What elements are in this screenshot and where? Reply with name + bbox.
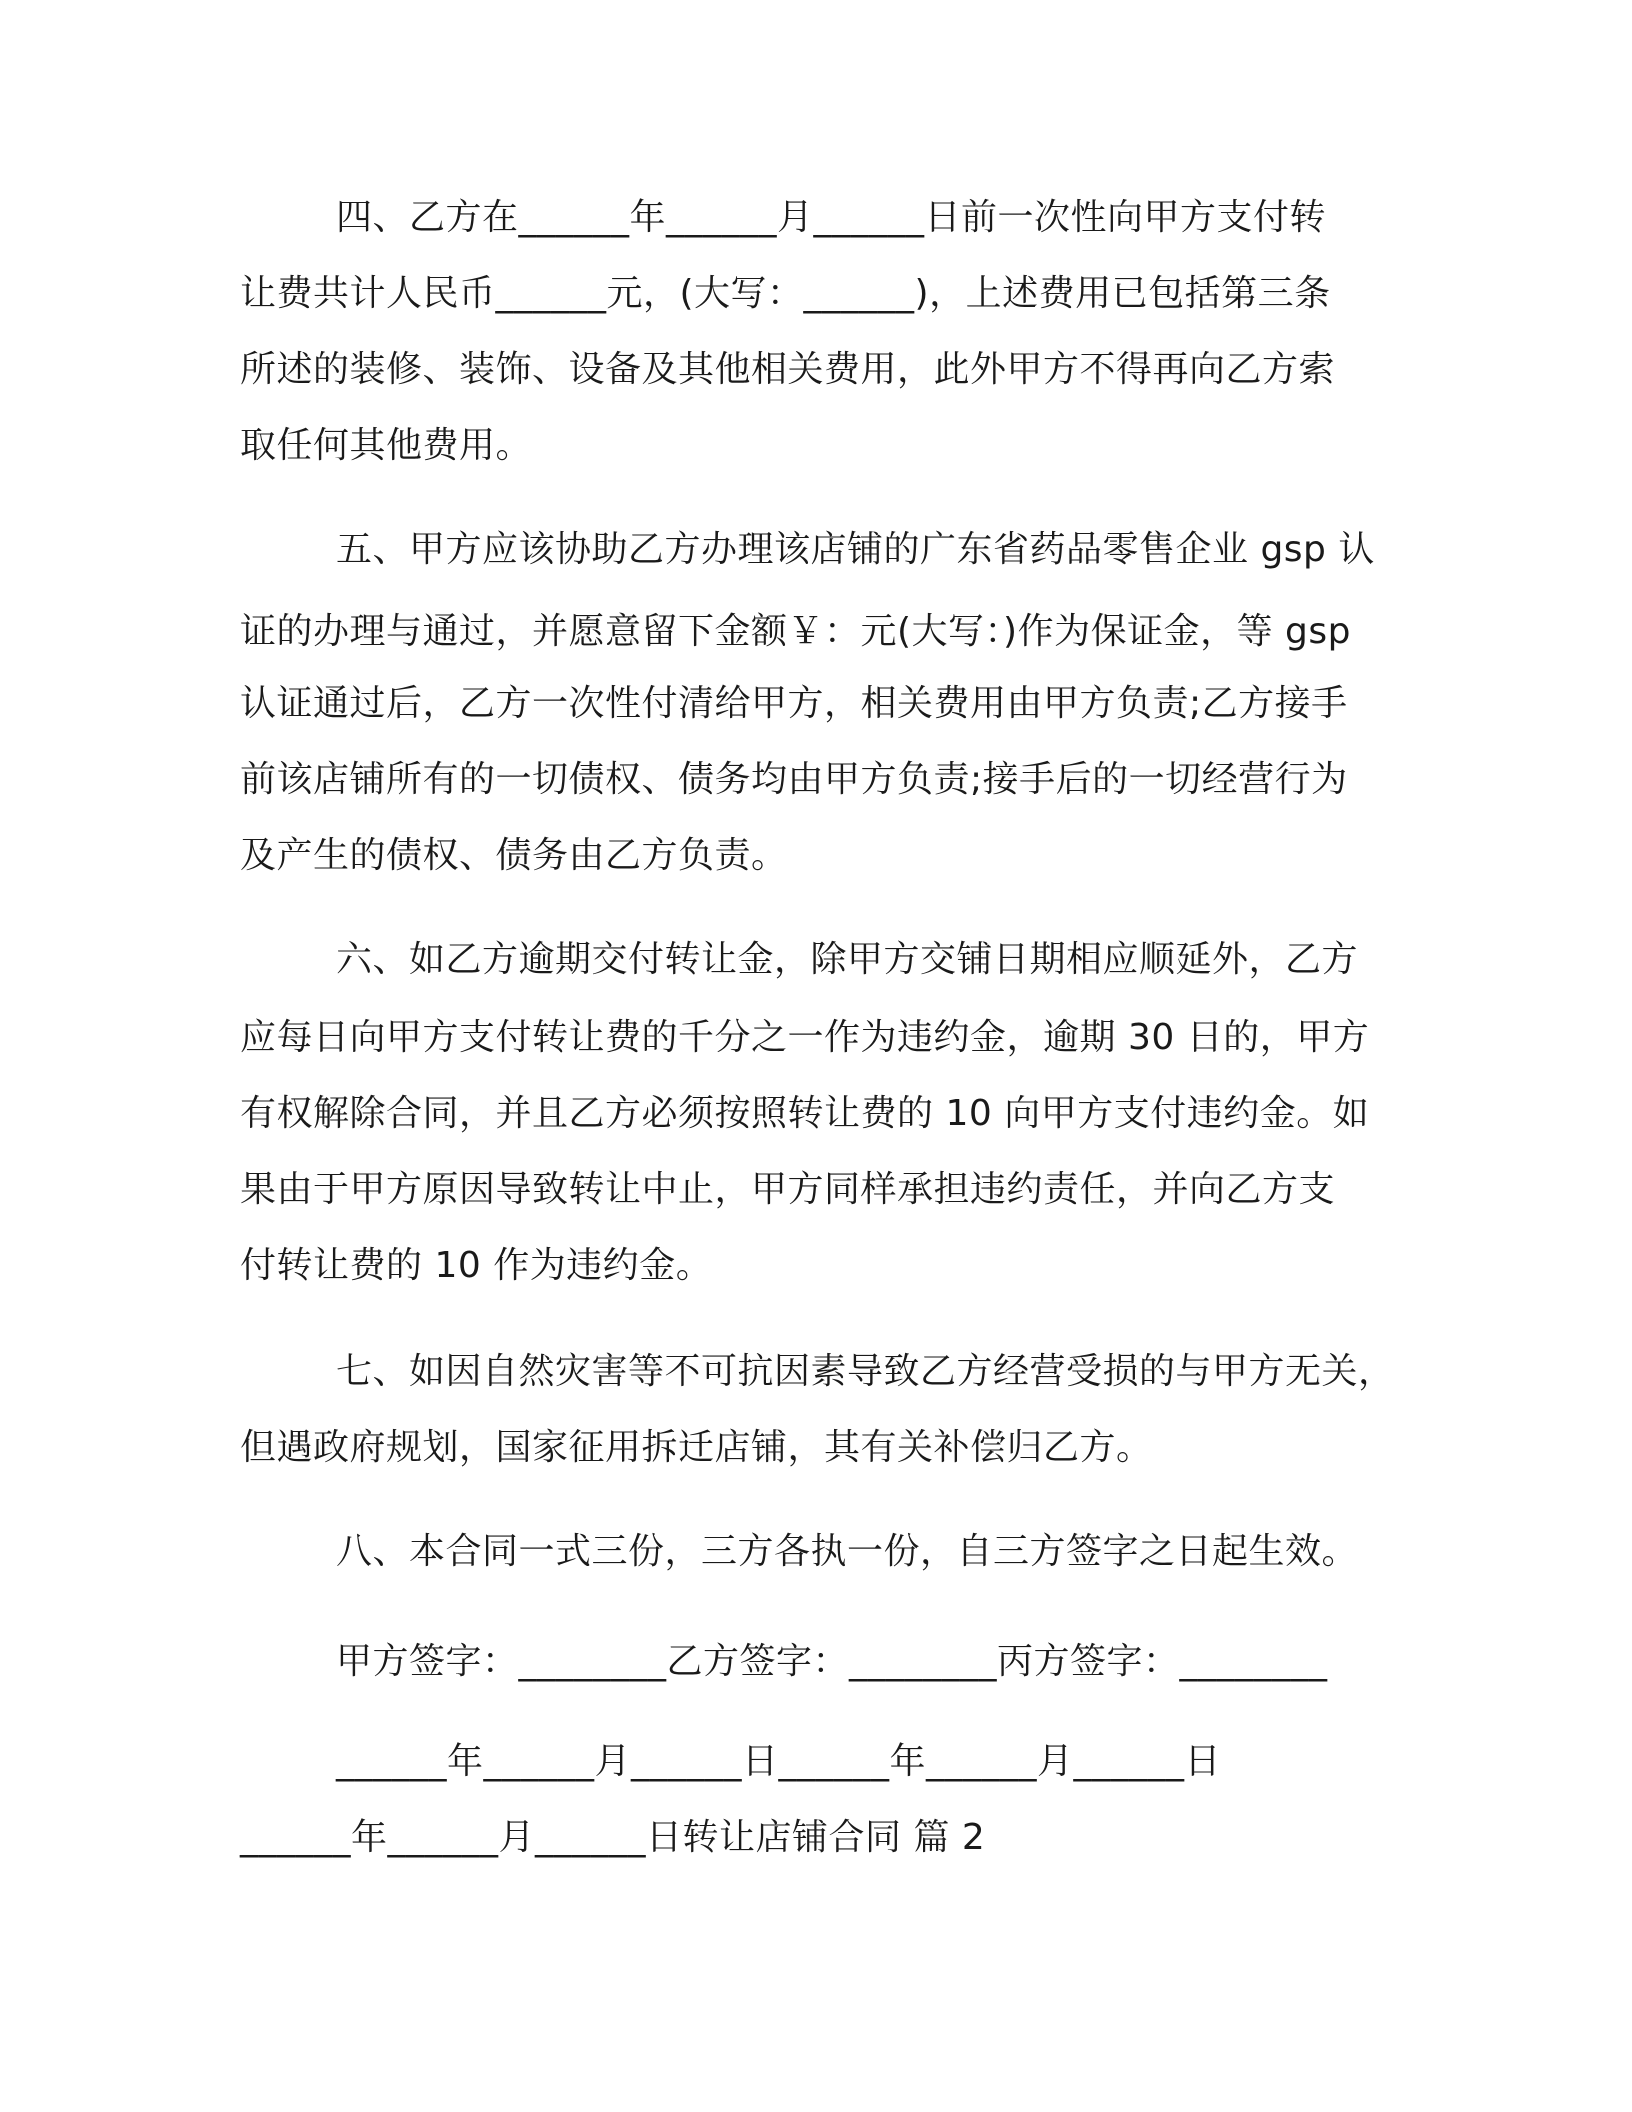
clause-5-line-2: 证的办理与通过，并愿意留下金额￥：元(大写：)作为保证金，等 gsp: [240, 611, 1351, 652]
date-line-2-with-heading: ______年______月______日转让店铺合同 篇 2: [240, 1817, 986, 1858]
clause-5-line-3: 认证通过后，乙方一次性付清给甲方，相关费用由甲方负责;乙方接手: [240, 683, 1348, 724]
clause-6-line-1: 六、如乙方逾期交付转让金，除甲方交铺日期相应顺延外，乙方: [336, 939, 1359, 980]
clause-8-line-1: 八、本合同一式三份，三方各执一份，自三方签字之日起生效。: [336, 1531, 1359, 1572]
clause-6-line-5: 付转让费的 10 作为违约金。: [240, 1245, 713, 1286]
signature-line: 甲方签字：________乙方签字：________丙方签字：________: [336, 1641, 1328, 1682]
clause-4-line-4: 取任何其他费用。: [240, 425, 533, 466]
clause-4-line-1: 四、乙方在______年______月______日前一次性向甲方支付转: [336, 197, 1327, 238]
clause-5-line-5: 及产生的债权、债务由乙方负责。: [240, 835, 788, 876]
clause-5-line-4: 前该店铺所有的一切债权、债务均由甲方负责;接手后的一切经营行为: [240, 759, 1348, 800]
clause-5-line-1: 五、甲方应该协助乙方办理该店铺的广东省药品零售企业 gsp 认: [336, 529, 1375, 570]
clause-7-line-1: 七、如因自然灾害等不可抗因素导致乙方经营受损的与甲方无关，: [336, 1351, 1395, 1392]
date-line-1: ______年______月______日______年______月______日: [336, 1741, 1221, 1782]
clause-6-line-3: 有权解除合同，并且乙方必须按照转让费的 10 向甲方支付违约金。如: [240, 1093, 1370, 1134]
clause-6-line-2: 应每日向甲方支付转让费的千分之一作为违约金，逾期 30 日的，甲方: [240, 1017, 1370, 1058]
clause-4-line-3: 所述的装修、装饰、设备及其他相关费用，此外甲方不得再向乙方索: [240, 349, 1336, 390]
clause-6-line-4: 果由于甲方原因导致转让中止，甲方同样承担违约责任，并向乙方支: [240, 1169, 1336, 1210]
clause-4-line-2: 让费共计人民币______元，(大写：______)，上述费用已包括第三条: [240, 273, 1331, 314]
clause-7-line-2: 但遇政府规划，国家征用拆迁店铺，其有关补偿归乙方。: [240, 1427, 1153, 1468]
